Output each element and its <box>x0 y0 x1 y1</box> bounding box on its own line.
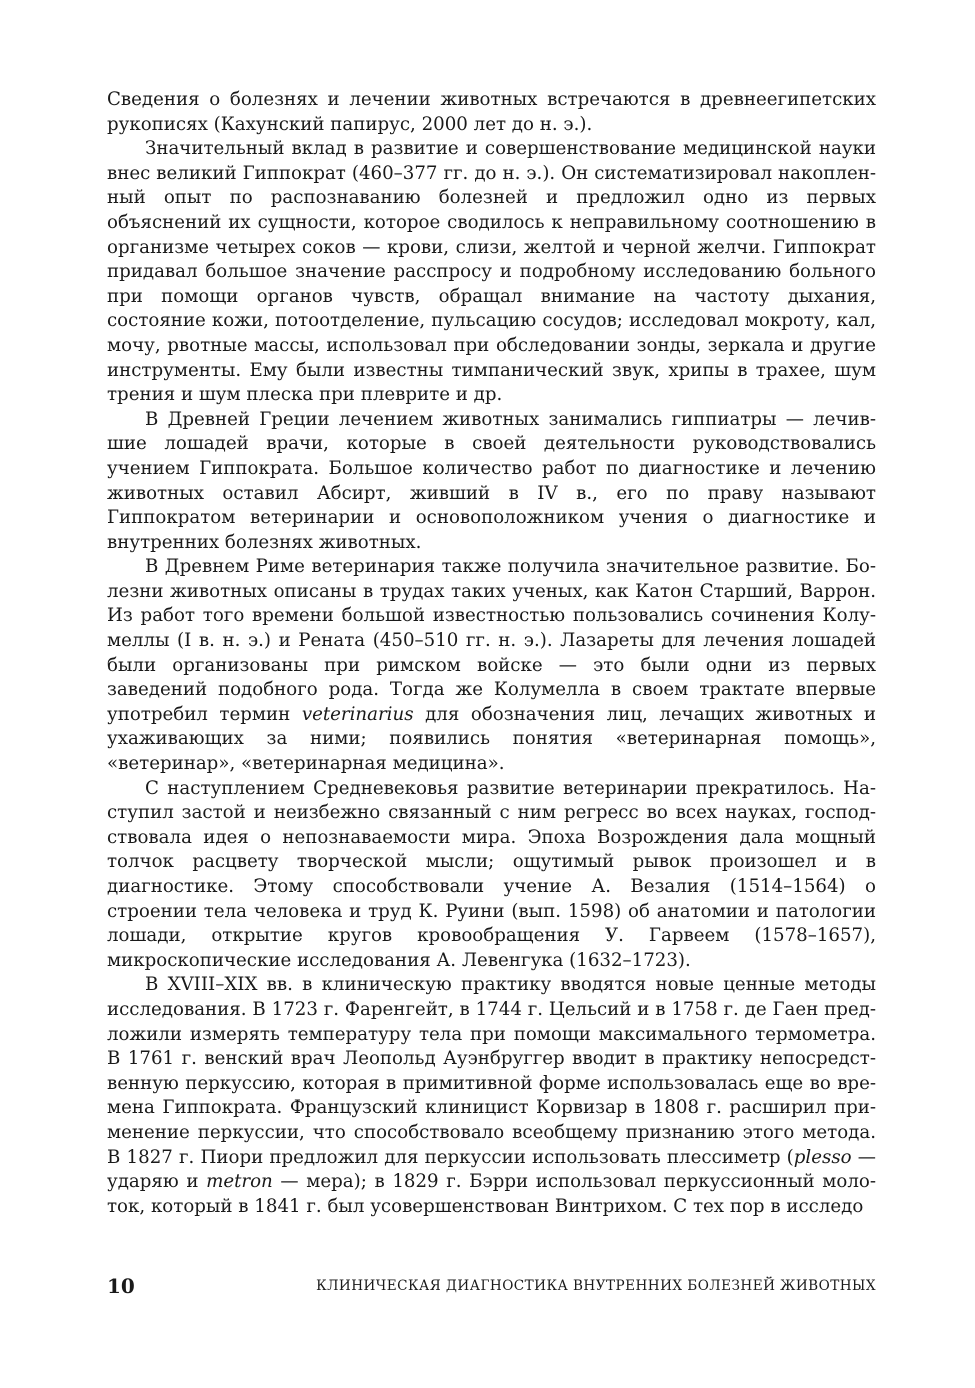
paragraph-hippocrates <box>107 137 876 408</box>
paragraph-text: — ударяю и <box>107 1146 876 1193</box>
running-title: КЛИНИЧЕСКАЯ ДИАГНОСТИКА ВНУТРЕННИХ БОЛЕЗНЕЙ ЖИВОТНЫХ <box>316 1278 876 1294</box>
paragraph-ancient-rome <box>107 555 876 776</box>
italic-term-metron: metron <box>206 1171 273 1193</box>
paragraph-text: В Древней Греции лечением животных занимались гиппиатры — лечившие лошадей врачи, которые в своей деятельности руководствовались учением Гиппократа. Большое количество работ по диагностике и лечению животных оставил Абсирт, живший в IV в., его по праву называют Гиппократом ветеринарии и основоположником учения о диагностике и внутренних болезнях животных. <box>107 408 876 553</box>
paragraph-ancient-greece <box>107 408 876 556</box>
paragraph-text: для обозначения лиц, лечащих животных и ухаживающих за ними; появились понятия «ветеринарная помощь», «ветеринар», «ветеринарная медицина». <box>107 703 876 775</box>
paragraph-text: Значительный вклад в развитие и совершенствование медицинской науки внес великий Гиппократ (460–377 гг. до н. э.). Он систематизировал накопленный опыт по распознаванию болезней и предложил одно из первых объяснений их сущности, которое сводилось к неправильному соотношению в организме четырех соков — крови, слизи, желтой и черной желчи. Гиппократ придавал большое значение расспросу и подробному исследованию больного при помощи органов чувств, обращал внимание на частоту дыхания, состояние кожи, потоотделение, пульсацию сосудов; исследовал мокроту, кал, мочу, рвотные массы, использовал при обследовании зонды, зеркала и другие инструменты. Ему были известны тимпанический звук, хрипы в трахее, шум трения и шум плеска при плеврите и др. <box>107 138 876 406</box>
page-body <box>107 88 876 1219</box>
paragraph-text: В XVIII–XIX вв. в клиническую практику вводятся новые ценные методы исследования. В 1723 г. Фаренгейт, в 1744 г. Цельсий и в 1758 г. де Гаен предложили измерять температуру тела при помощи максимального термометра. В 1761 г. венский врач Леопольд Ауэнбруггер вводит в практику непосредственную перкуссию, которая в примитивной форме использовалась еще во времена Гиппократа. Французский клиницист Корвизар в 1808 г. расширил применение перкуссии, что способствовало всеобщему признанию этого метода. В 1827 г. Пиори предложил для перкуссии использовать плессиметр ( <box>107 974 876 1168</box>
paragraph-text: С наступлением Средневековья развитие ветеринарии прекратилось. Наступил застой и неизбежно связанный с ним регресс во всех науках, господствовала идея о непознаваемости мира. Эпоха Возрождения дала мощный толчок расцвету творческой мысли; ощутимый рывок произошел и в диагностике. Этому способствовали учение А. Везалия (1514–1564) о строении тела человека и труд К. Руини (вып. 1598) об анатомии и патологии лошади, открытие кругов кровообращения У. Гарвеем (1578–1657), микроскопические исследования А. Левенгука (1632–1723). <box>107 777 876 971</box>
page-footer <box>107 1272 876 1302</box>
paragraph-18-19-centuries <box>107 973 876 1219</box>
paragraph-text: — мера); в 1829 г. Бэрри использовал перкуссионный молоток, который в 1841 г. был усовершенствован Винтрихом. С тех пор в исследо <box>107 1171 876 1217</box>
page-number: 10 <box>107 1274 135 1298</box>
paragraph-text: Сведения о болезнях и лечении животных встречаются в древнеегипетских рукописях (Кахунский папирус, 2000 лет до н. э.). <box>107 89 876 135</box>
italic-term-plesso: plesso <box>793 1146 852 1168</box>
paragraph-middle-ages <box>107 777 876 974</box>
paragraph-egypt <box>107 88 876 137</box>
italic-term-veterinarius: veterinarius <box>301 703 414 725</box>
paragraph-text: В Древнем Риме ветеринария также получила значительное развитие. Болезни животных описаны в трудах таких ученых, как Катон Старший, Варрон. Из работ того времени большой известностью пользовались сочинения Колумеллы (I в. н. э.) и Рената (450–510 гг. н. э.). Лазареты для лечения лошадей были организованы при римском войске — это были одни из первых заведений подобного рода. Тогда же Колумелла в своем трактате впервые употребил термин <box>107 556 876 725</box>
